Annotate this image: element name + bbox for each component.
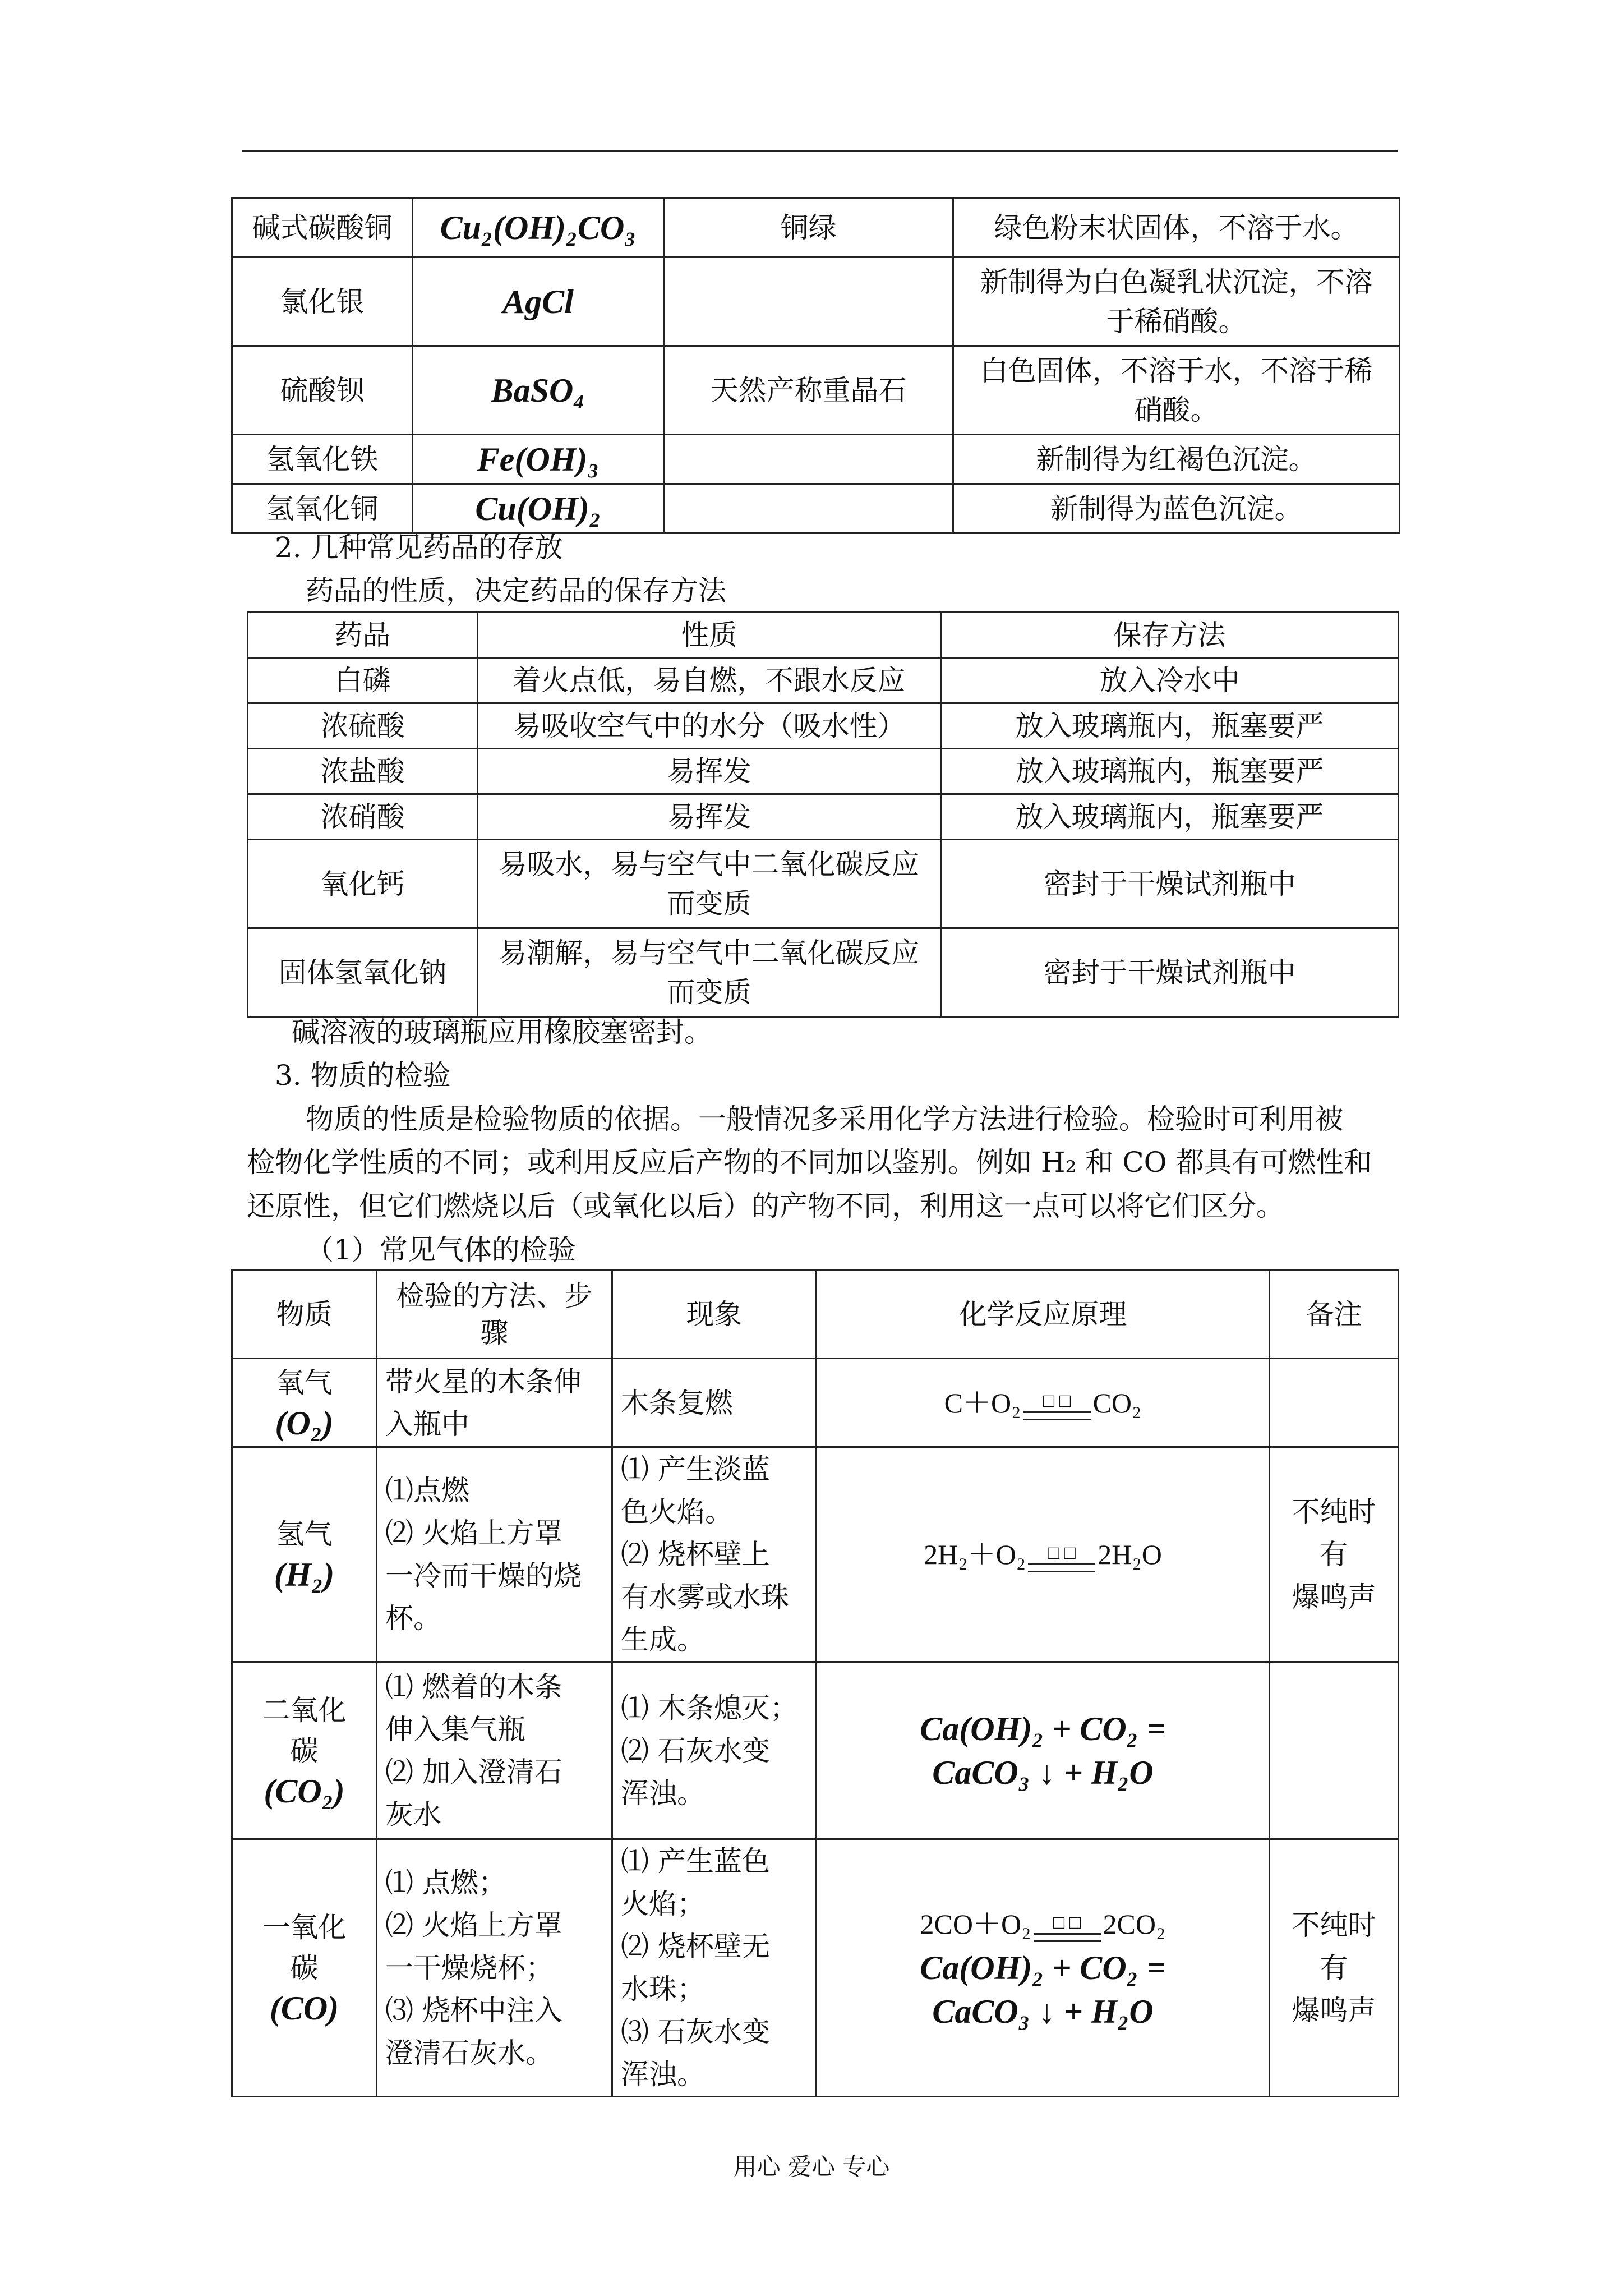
- section2-note: 碱溶液的玻璃瓶应用橡胶塞密封。: [292, 1016, 712, 1048]
- column-header: 保存方法: [941, 613, 1399, 658]
- storage-method: 放入玻璃瓶内，瓶塞要严: [941, 749, 1399, 794]
- table-row: [232, 435, 1400, 484]
- table-row: [232, 1359, 1399, 1447]
- reaction-principle: [817, 1447, 1270, 1662]
- phenomenon: [612, 1359, 817, 1447]
- method-line: 一冷而干燥的烧: [385, 1559, 582, 1592]
- reaction-equation-line: CaCO₃ ↓ + H₂O: [932, 1993, 1154, 2030]
- storage-method: 放入冷水中: [941, 658, 1399, 703]
- substance-name: [232, 1839, 377, 2097]
- storage-method: 放入玻璃瓶内，瓶塞要严: [941, 794, 1399, 840]
- column-header: [817, 1270, 1270, 1359]
- substance-line: 碳: [290, 1952, 319, 1984]
- drug-property: [478, 658, 941, 703]
- equation-left: C＋O₂: [944, 1387, 1021, 1419]
- drug-name: 浓硫酸: [248, 703, 478, 749]
- compound-name: 氢氧化铁: [232, 435, 413, 484]
- compound-alias: [664, 257, 953, 346]
- property-line: 易挥发: [667, 755, 751, 788]
- test-method: [377, 1447, 612, 1662]
- remark-line: 爆鸣声: [1292, 1581, 1376, 1613]
- reaction-principle: [817, 1662, 1270, 1839]
- phenomenon-line: ⑴ 木条熄灭；: [621, 1691, 798, 1724]
- equation-right: 2H₂O: [1098, 1539, 1162, 1570]
- equation-right: CO₂: [1092, 1387, 1142, 1419]
- double-bar-icon: [1034, 1933, 1101, 1942]
- page-footer: 用心 爱心 专心: [733, 2153, 890, 2180]
- table-row: [232, 1662, 1399, 1839]
- section3-line-1: 物质的性质是检验物质的依据。一般情况多采用化学方法进行检验。检验时可利用被: [306, 1103, 1343, 1135]
- combustion-equation: [825, 1533, 1261, 1576]
- substance-formula: (O₂): [275, 1404, 334, 1442]
- description-line: 硝酸。: [1134, 393, 1219, 426]
- phenomenon-line: ⑴ 产生蓝色: [621, 1845, 770, 1878]
- property-line: 易吸收空气中的水分（吸水性）: [513, 710, 906, 742]
- drug-name: 浓盐酸: [248, 749, 478, 794]
- phenomenon-line: 生成。: [621, 1623, 705, 1656]
- reaction-principle: [817, 1839, 1270, 2097]
- method-line: 入瓶中: [385, 1407, 469, 1441]
- table-row: [232, 1839, 1399, 2097]
- table-row: [248, 703, 1399, 749]
- table-row: [232, 199, 1400, 257]
- header-row: [232, 1270, 1399, 1359]
- compound-name: 氯化银: [232, 257, 413, 346]
- reaction-principle: [817, 1359, 1270, 1447]
- compound-alias: [664, 435, 953, 484]
- header-line: 检验的方法、步: [396, 1279, 593, 1312]
- compound-formula: Cu₂(OH)₂CO₃: [413, 199, 664, 257]
- test-method: [377, 1359, 612, 1447]
- condition-equals-sign: [1023, 1391, 1091, 1420]
- table-row: [232, 346, 1400, 435]
- header-line: 备注: [1306, 1297, 1362, 1331]
- table-row: [248, 794, 1399, 840]
- substance-line: 氧气: [276, 1366, 333, 1399]
- compound-alias: [664, 484, 953, 533]
- condition-text: □ □: [1048, 1542, 1076, 1563]
- column-header: 药品: [248, 613, 478, 658]
- method-line: ⑵ 加入澄清石: [385, 1755, 562, 1788]
- compound-description: [953, 484, 1400, 533]
- compound-formula: AgCl: [413, 257, 664, 346]
- method-line: ⑴点燃: [385, 1474, 469, 1507]
- drug-property: [478, 928, 941, 1017]
- substance-formula: (H₂): [274, 1556, 335, 1593]
- phenomenon-line: ⑵ 石灰水变: [621, 1734, 770, 1767]
- method-line: 带火星的木条伸: [385, 1365, 582, 1398]
- section2-heading: 2. 几种常见药品的存放: [275, 531, 563, 564]
- column-header: [612, 1270, 817, 1359]
- compound-description: [953, 199, 1400, 257]
- description-line: 白色固体，不溶于水，不溶于稀: [980, 354, 1373, 387]
- phenomenon-line: 浑浊。: [621, 2058, 705, 2091]
- drug-property: [478, 703, 941, 749]
- compound-name: 氢氧化铜: [232, 484, 413, 533]
- drug-property: [478, 749, 941, 794]
- remark: [1270, 1662, 1399, 1839]
- header-line: 现象: [686, 1297, 743, 1331]
- table-row: [248, 749, 1399, 794]
- drug-name: 固体氢氧化钠: [248, 928, 478, 1017]
- compound-formula: Cu(OH)₂: [413, 484, 664, 533]
- method-line: ⑵ 火焰上方罩: [385, 1909, 562, 1941]
- phenomenon-line: 火焰；: [621, 1888, 705, 1920]
- reaction-equation-line: Ca(OH)₂ + CO₂ =: [920, 1949, 1166, 1986]
- phenomenon-line: ⑵ 烧杯壁无: [621, 1930, 770, 1963]
- column-header: [1270, 1270, 1399, 1359]
- drug-name: 白磷: [248, 658, 478, 703]
- compound-description: [953, 435, 1400, 484]
- method-line: 澄清石灰水。: [385, 2037, 554, 2069]
- compound-name: 硫酸钡: [232, 346, 413, 435]
- section2-intro: 药品的性质，决定药品的保存方法: [306, 574, 726, 607]
- drug-name: 氧化钙: [248, 840, 478, 928]
- property-line: 易吸水，易与空气中二氧化碳反应: [499, 848, 920, 881]
- table-row: [248, 840, 1399, 928]
- phenomenon-line: 有水雾或水珠: [621, 1581, 789, 1613]
- compound-alias: 天然产称重晶石: [664, 346, 953, 435]
- property-line: 易挥发: [667, 800, 751, 833]
- phenomenon: [612, 1447, 817, 1662]
- combustion-equation: [825, 1902, 1261, 1946]
- table-row: [232, 257, 1400, 346]
- method-line: 伸入集气瓶: [385, 1713, 525, 1746]
- section3-line-3: 还原性，但它们燃烧以后（或氧化以后）的产物不同，利用这一点可以将它们区分。: [247, 1190, 1284, 1222]
- phenomenon-line: 浑浊。: [621, 1777, 705, 1810]
- equation-left: 2CO＋O₂: [920, 1908, 1031, 1940]
- method-line: ⑴ 点燃；: [385, 1866, 506, 1899]
- double-bar-icon: [1028, 1563, 1095, 1572]
- table-row: [248, 928, 1399, 1017]
- storage-method: 放入玻璃瓶内，瓶塞要严: [941, 703, 1399, 749]
- method-line: 杯。: [385, 1602, 441, 1635]
- phenomenon: [612, 1839, 817, 2097]
- description-line: 新制得为白色凝乳状沉淀，不溶: [980, 265, 1373, 298]
- description-line: 新制得为红褐色沉淀。: [1036, 443, 1317, 476]
- section3-line-2: 检物化学性质的不同；或利用反应后产物的不同加以鉴别。例如 H₂ 和 CO 都具有可燃性和: [247, 1146, 1372, 1179]
- section3-subheading: （1）常见气体的检验: [306, 1234, 576, 1266]
- drug-name: 浓硝酸: [248, 794, 478, 840]
- phenomenon: [612, 1662, 817, 1839]
- test-method: [377, 1839, 612, 2097]
- remark: [1270, 1447, 1399, 1662]
- header-line: 物质: [276, 1297, 333, 1331]
- compound-table: [231, 197, 1400, 534]
- drug-property: [478, 840, 941, 928]
- property-line: 着火点低，易自燃，不跟水反应: [513, 664, 906, 697]
- phenomenon-line: 木条复燃: [621, 1386, 733, 1419]
- description-line: 于稀硝酸。: [1106, 305, 1247, 338]
- condition-equals-sign: [1028, 1543, 1095, 1572]
- method-line: ⑶ 烧杯中注入: [385, 1994, 562, 2027]
- substance-line: 碳: [290, 1734, 319, 1767]
- storage-table: [247, 611, 1399, 1018]
- column-header: 性质: [478, 613, 941, 658]
- column-header: [232, 1270, 377, 1359]
- reaction-equation-line: CaCO₃ ↓ + H₂O: [932, 1754, 1154, 1791]
- remark-line: 爆鸣声: [1292, 1994, 1376, 2027]
- substance-name: [232, 1662, 377, 1839]
- method-line: ⑵ 火焰上方罩: [385, 1517, 562, 1549]
- table-row: [232, 1447, 1399, 1662]
- condition-text: □ □: [1043, 1391, 1071, 1412]
- column-header: [377, 1270, 612, 1359]
- remark-line: 不纯时有: [1292, 1909, 1376, 1984]
- property-line: 易潮解，易与空气中二氧化碳反应: [499, 936, 920, 969]
- compound-description: [953, 257, 1400, 346]
- compound-description: [953, 346, 1400, 435]
- method-line: 一干燥烧杯；: [385, 1952, 554, 1984]
- phenomenon-line: ⑴ 产生淡蓝: [621, 1453, 770, 1485]
- header-line: 骤: [480, 1316, 509, 1349]
- storage-method: 密封于干燥试剂瓶中: [941, 840, 1399, 928]
- phenomenon-line: ⑵ 烧杯壁上: [621, 1538, 770, 1571]
- remark: [1270, 1839, 1399, 2097]
- test-method: [377, 1662, 612, 1839]
- combustion-equation: [825, 1381, 1261, 1425]
- remark-line: 不纯时有: [1292, 1496, 1376, 1571]
- equation-left: 2H₂＋O₂: [924, 1539, 1026, 1570]
- substance-name: [232, 1447, 377, 1662]
- description-line: 新制得为蓝色沉淀。: [1050, 492, 1303, 525]
- header-rule: [242, 150, 1398, 152]
- gas-test-table: [231, 1269, 1399, 2097]
- substance-line: 二氧化: [262, 1694, 347, 1727]
- header-row: [248, 613, 1399, 658]
- section3-heading: 3. 物质的检验: [275, 1059, 451, 1092]
- method-line: 灰水: [385, 1798, 441, 1831]
- reaction-equation-line: Ca(OH)₂ + CO₂ =: [920, 1710, 1166, 1747]
- condition-equals-sign: [1034, 1913, 1101, 1942]
- compound-formula: BaSO₄: [413, 346, 664, 435]
- substance-line: 氢气: [276, 1518, 333, 1550]
- property-line: 而变质: [667, 976, 751, 1009]
- compound-formula: Fe(OH)₃: [413, 435, 664, 484]
- condition-text: □ □: [1053, 1912, 1081, 1933]
- remark: [1270, 1359, 1399, 1447]
- compound-alias: 铜绿: [664, 199, 953, 257]
- substance-line: 一氧化: [262, 1911, 347, 1944]
- table-row: [248, 658, 1399, 703]
- equation-right: 2CO₂: [1103, 1908, 1166, 1940]
- phenomenon-line: 色火焰。: [621, 1496, 733, 1528]
- substance-formula: (CO₂): [264, 1772, 345, 1810]
- storage-method: 密封于干燥试剂瓶中: [941, 928, 1399, 1017]
- header-line: 化学反应原理: [958, 1297, 1127, 1331]
- property-line: 而变质: [667, 887, 751, 920]
- substance-formula: (CO): [269, 1990, 339, 2027]
- phenomenon-line: ⑶ 石灰水变: [621, 2016, 770, 2048]
- substance-name: [232, 1359, 377, 1447]
- method-line: ⑴ 燃着的木条: [385, 1670, 562, 1703]
- compound-name: 碱式碳酸铜: [232, 199, 413, 257]
- double-bar-icon: [1023, 1411, 1091, 1420]
- description-line: 绿色粉末状固体，不溶于水。: [994, 211, 1359, 244]
- drug-property: [478, 794, 941, 840]
- phenomenon-line: 水珠；: [621, 1973, 705, 2005]
